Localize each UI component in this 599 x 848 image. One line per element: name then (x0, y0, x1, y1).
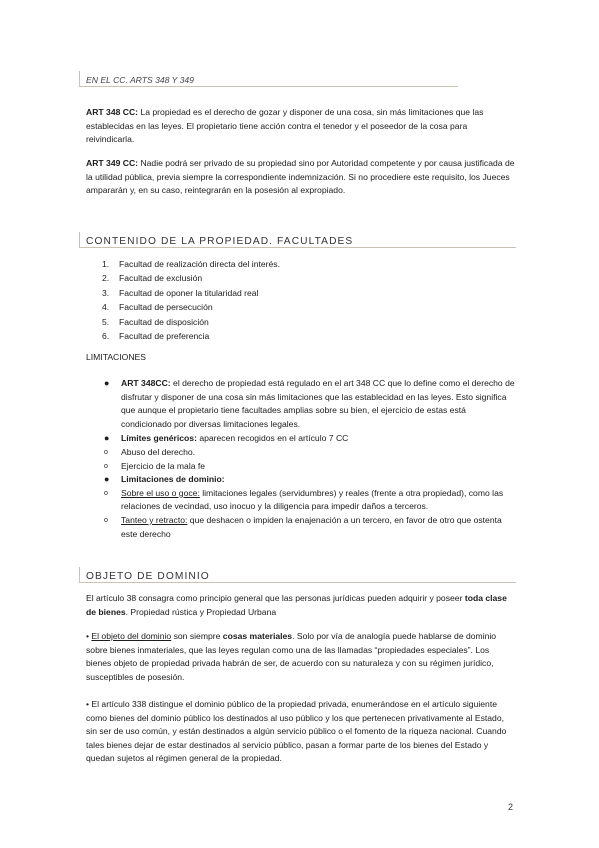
list-item: 1. Facultad de realización directa del interés. (102, 259, 280, 269)
section-header-contenido (79, 232, 516, 248)
circle-bullet-icon: o (104, 462, 108, 470)
objeto-paragraph-3: • El artículo 338 distingue el dominio público de la propiedad privada, enumerándose en el artículo siguiente como bienes del dominio público los destinados al uso público y los que pertenecen privativamente al Estado, sin ser de uso común, y están destinados a algún servicio público o el fomento de la riqueza nacional. Cuando tales bienes dejar de estar destinados al servicio público, pasan a formar parte de los bienes del Estado y quedan sujetos al régimen general de la propiedad. (86, 699, 507, 764)
section-title: CONTENIDO DE LA PROPIEDAD. FACULTADES (86, 236, 354, 247)
page-number: 2 (508, 802, 514, 812)
list-item-text: Facultad de preferencia (119, 330, 210, 341)
circle-bullet-icon: o (104, 448, 108, 456)
list-item-text: Facultad de disposición (119, 316, 209, 327)
art-348-label: ART 348 CC: (86, 107, 139, 117)
section-header-objeto (79, 567, 516, 583)
list-item: o Sobre el uso o goce: limitaciones legales (servidumbres) y reales (frente a otra propiedad), como las relaciones de vecindad, uso inocuo y la diligencia para impedir daños a terceros. (104, 487, 504, 512)
list-item: o Ejercicio de la mala fe (86, 460, 516, 474)
bullet-icon: ● (104, 433, 110, 444)
list-item: ● ART 348CC: el derecho de propiedad está regulado en el art 348 CC que lo define como el derecho de disfrutar y disponer de una cosa sin más limitaciones que las establecidad en las leyes. Esto significa que aunque el propietario tiene facultades amplias sobre su bien, el ejercicio de estas está condicionado por diversas limitaciones legales. (104, 378, 515, 429)
list-item: o Abuso del derecho. (86, 446, 516, 460)
art-348-paragraph (86, 106, 516, 147)
bullet-icon: ● (104, 378, 110, 388)
limitaciones-list (86, 377, 516, 541)
list-item: 4. Facultad de persecución (102, 302, 213, 313)
section-title: OBJETO DE DOMINIO (86, 571, 210, 582)
art-349-label: ART 349 CC: (86, 158, 139, 168)
circle-bullet-icon: o (104, 516, 108, 524)
facultades-list (86, 257, 506, 343)
bullet-icon: ● (104, 474, 110, 485)
list-item: o Tanteo y retracto: que deshacen o impiden la enajenación a un tercero, en favor de otro que ostenta este derecho (104, 514, 502, 539)
circle-bullet-icon: o (104, 489, 108, 497)
list-item: ● Limitaciones de dominio: (86, 473, 516, 487)
objeto-paragraph-2: • El objeto del dominio son siempre cosas materiales. Solo por vía de analogía puede hablarse de dominio sobre bienes inmateriales, que las leyes regulan como una de las llamadas “propiedades especiales”. Los bienes objeto de propiedad privada habrán de ser, de acuerdo con su naturaleza y con su régimen jurídico, susceptibles de posesión. (86, 631, 497, 682)
art-348-text: La propiedad es el derecho de gozar y disponer de una cosa, sin más limitaciones que las establecidas en las leyes. El propietario tiene acción contra el tenedor y el poseedor de la cosa para reivindicarla. (86, 107, 484, 145)
list-item-text: Facultad de persecución (119, 302, 213, 313)
list-item: 5. Facultad de disposición (102, 316, 209, 327)
list-item: ● Límites genéricos: aparecen recogidos en el artículo 7 CC (86, 432, 516, 446)
list-item-text: Facultad de exclusión (119, 273, 203, 284)
limitaciones-heading: LIMITACIONES (86, 352, 147, 362)
list-item-text: Facultad de realización directa del interés. (119, 259, 280, 269)
objeto-paragraph-1: El artículo 38 consagra como principio general que las personas jurídicas pueden adquirir y poseer toda clase de bienes. Propiedad rústica y Propiedad Urbana (86, 593, 507, 617)
section-header-arts (79, 71, 458, 87)
art-349-text: Nadie podrá ser privado de su propiedad sino por Autoridad competente y por causa justificada de la utilidad pública, previa siempre la correspondiente indemnización. Si no procediere este requisito, los Jueces ampararán y, en su caso, reintegrarán en la posesión al expropiado. (86, 158, 515, 196)
art-349-paragraph (86, 157, 516, 198)
list-item: 2. Facultad de exclusión (102, 273, 203, 284)
list-item-text: Facultad de oponer la titularidad real (119, 287, 259, 298)
list-item: 6. Facultad de preferencia (102, 330, 210, 341)
section-title: EN EL CC. ARTS 348 Y 349 (86, 75, 194, 85)
list-item: 3. Facultad de oponer la titularidad real (102, 287, 259, 298)
